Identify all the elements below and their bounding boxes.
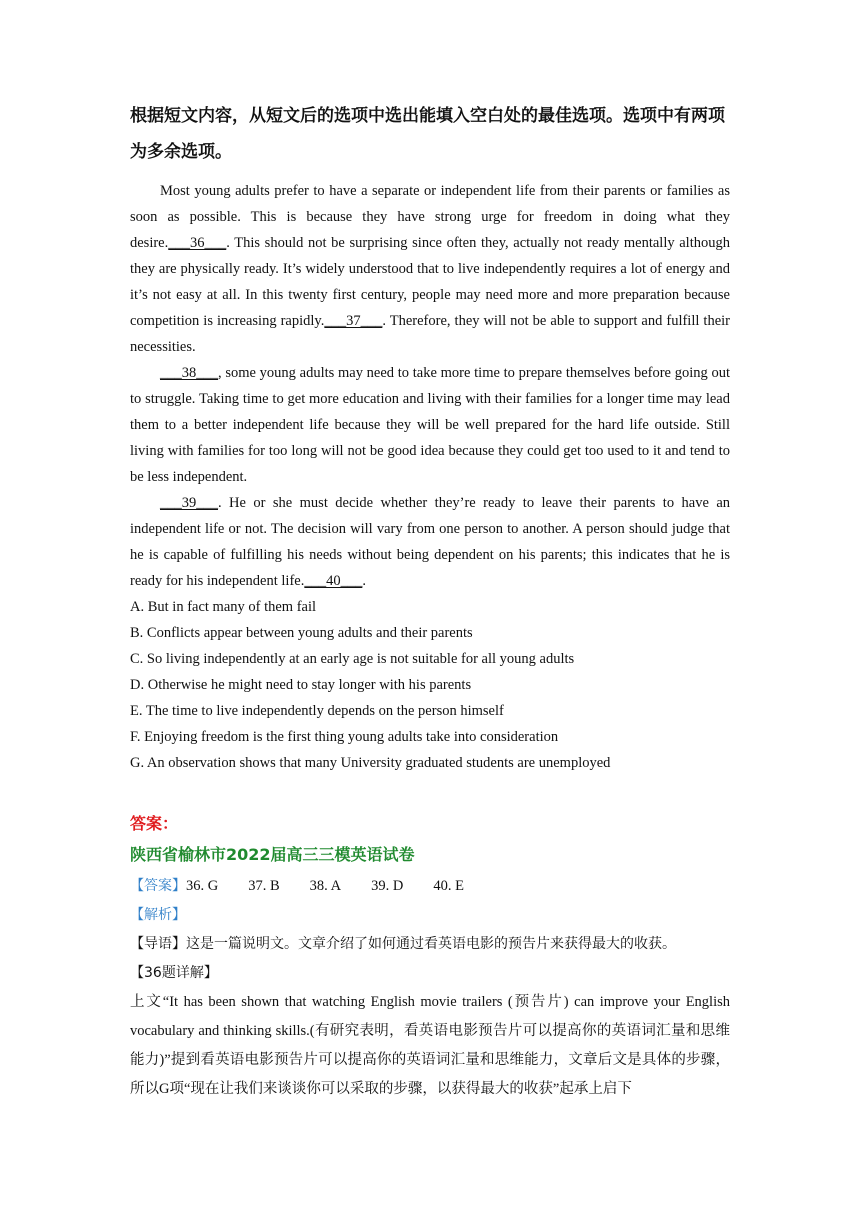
document-content	[130, 98, 730, 1104]
answer-36: 36. G	[186, 878, 219, 894]
answer-40: 40. E	[433, 878, 464, 894]
answer-line	[130, 872, 730, 901]
passage-text: , some young adults may need to take more time to prepare themselves before going out to struggle. Taking time to get more education and living with their families for a longer time may lead them to a better independent life because they will be well prepared for the hard life outside. Still living with families for too long will not be good idea because they could get too used to it and tend to be less independent.	[130, 365, 730, 485]
answer-37: 37. B	[248, 878, 280, 894]
instruction-text: 根据短文内容，从短文后的选项中选出能填入空白处的最佳选项。选项中有两项为多余选项。	[130, 106, 725, 162]
guide-text: 这是一篇说明文。文章介绍了如何通过看英语电影的预告片来获得最大的收获。	[186, 936, 676, 952]
answer-39: 39. D	[371, 878, 404, 894]
passage-text: . This should not be surprising since often they, actually not ready mentally although they are physically ready. It’s widely understood that to live independently requires a lot of energy and it’s not easy at all. In this twenty first century, people may need more and more preparation because competition is increasing rapidly.	[130, 235, 730, 329]
option-g: G. An observation shows that many University graduated students are unemployed	[130, 755, 611, 771]
analysis-line	[130, 901, 730, 930]
guide-line	[130, 930, 730, 959]
passage-paragraph-2	[130, 360, 730, 490]
blank-39: ___39___	[160, 495, 218, 511]
blank-38: ___38___	[160, 365, 218, 381]
passage-text: Most young adults prefer to have a separate or independent life from their parents or families as soon as possible. This is because they have strong urge for freedom in doing what they desire.	[130, 183, 730, 251]
option-c: C. So living independently at an early age is not suitable for all young adults	[130, 651, 575, 667]
passage-text: .	[362, 573, 366, 589]
option-a: A. But in fact many of them fail	[130, 599, 317, 615]
q36-explanation: 上文“It has been shown that watching English movie trailers (预告片) can improve your English vocabulary and thinking skills.(有研究表明，看英语电影预告片可以提高你的英语词汇量和思维能力)”提到看英语电影预告片可以提高你的英语词汇量和思维能力，文章后文是具体的步骤，所以G项“现在让我们来谈谈你可以采取的步骤，以获得最大的收获”起承上启下	[130, 994, 730, 1097]
blank-36: ___36___	[168, 235, 227, 251]
option-d: D. Otherwise he might need to stay longer with his parents	[130, 677, 472, 693]
passage-text: . He or she must decide whether they’re ready to leave their parents to have an independent life or not. The decision will vary from one person to another. A person should judge that he is capable of fulfilling his needs without being dependent on his parents; this indicates that he is ready for his independent life.	[130, 495, 730, 589]
exam-source: 陕西省榆林市2022届高三三模英语试卷	[130, 845, 415, 864]
passage-paragraph-1	[130, 178, 730, 360]
option-f: F. Enjoying freedom is the first thing young adults take into consideration	[130, 729, 559, 745]
answer-38: 38. A	[309, 878, 342, 894]
analysis-tag: 【解析】	[130, 907, 186, 923]
guide-tag: 【导语】	[130, 936, 186, 952]
blank-40: ___40___	[304, 573, 363, 589]
passage-paragraph-3	[130, 490, 730, 594]
answer-heading: 答案：	[130, 814, 179, 833]
option-e: E. The time to live independently depends on the person himself	[130, 703, 504, 719]
option-b: B. Conflicts appear between young adults and their parents	[130, 625, 473, 641]
passage-text: . Therefore, they will not be able to support and fulfill their necessities.	[130, 313, 730, 355]
answer-tag: 【答案】	[130, 878, 186, 894]
blank-37: ___37___	[324, 313, 383, 329]
q36-heading: 【36题详解】	[130, 965, 218, 981]
option-list	[130, 594, 730, 776]
passage	[130, 178, 730, 594]
